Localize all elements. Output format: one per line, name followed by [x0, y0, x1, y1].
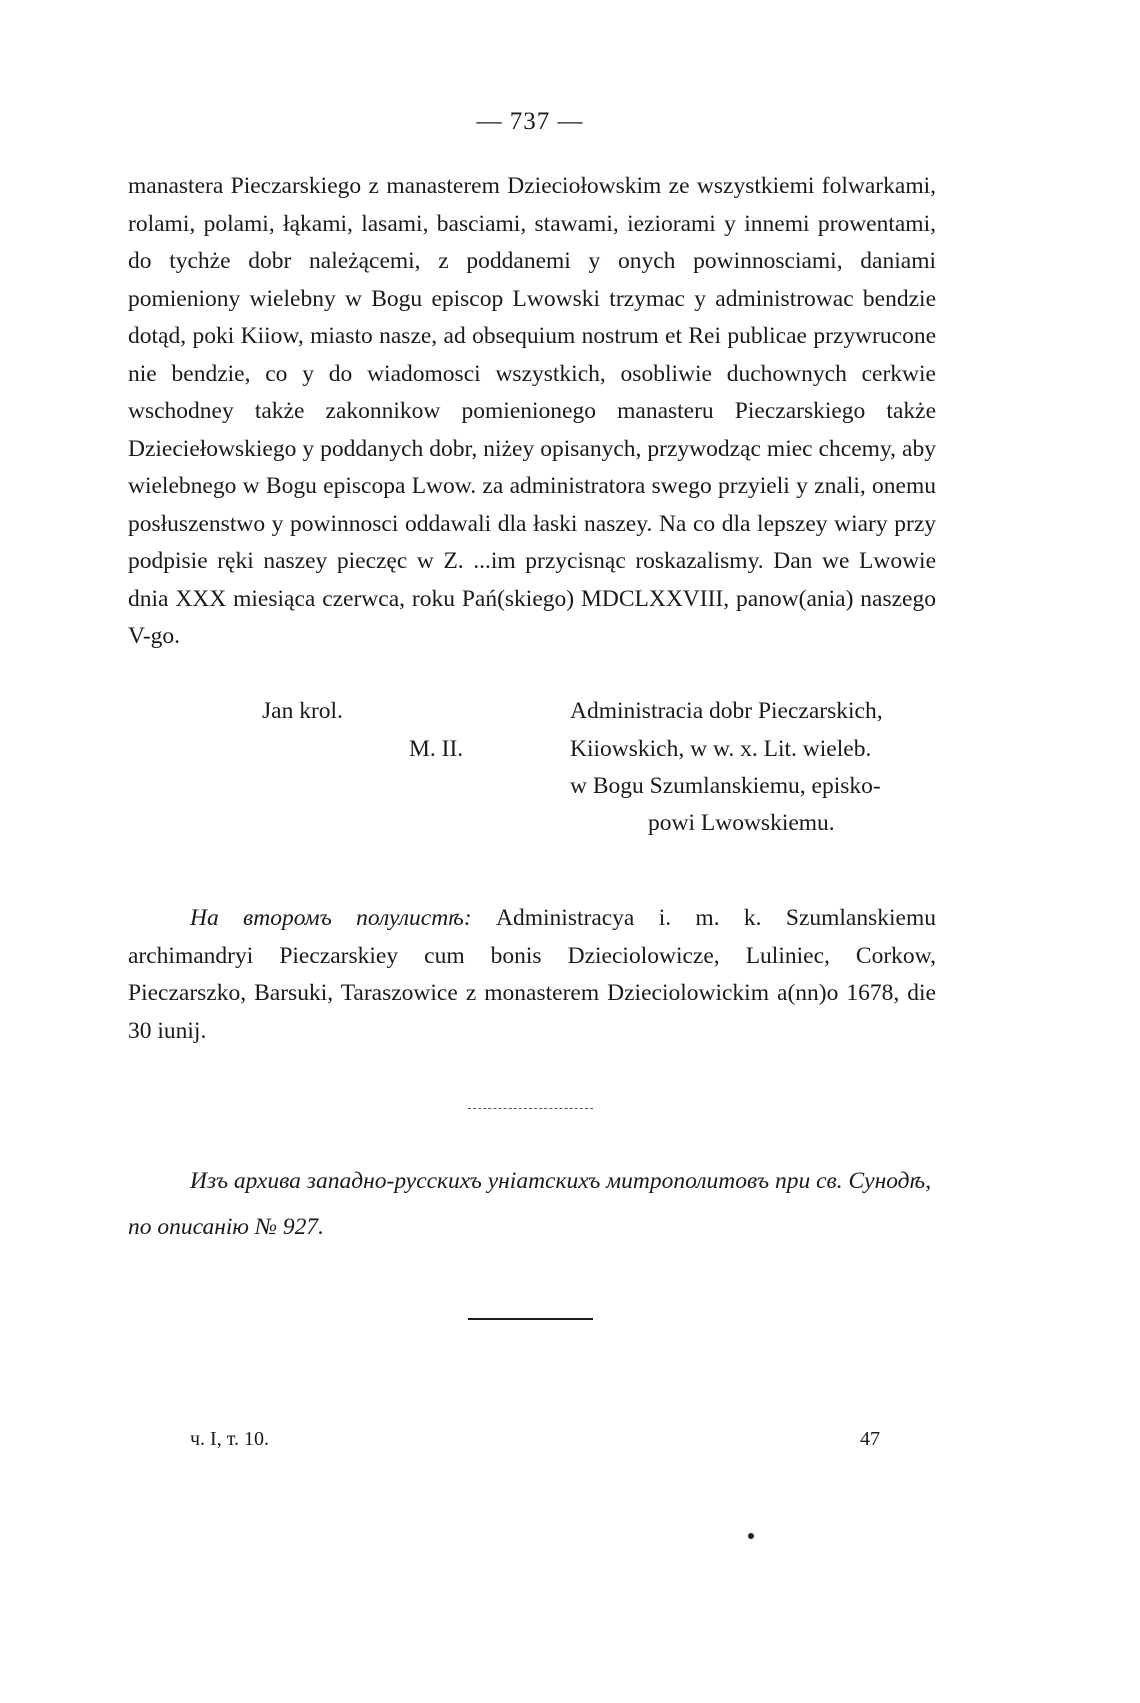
endorsement-note	[128, 900, 936, 1050]
signature-admin-line-3: w Bogu Szumlanskiemu, episko-	[570, 773, 881, 799]
page-number: — 737 —	[476, 108, 584, 135]
archive-source: Изъ архива западно-русскихъ уніатскихъ митрополитовъ при св. Сунодѣ, по описанію № 927.	[128, 1168, 932, 1240]
endorsement-label: На второмъ полулистѣ:	[190, 905, 472, 931]
signature-admin-line-1: Administracia dobr Pieczarskich,	[570, 698, 883, 724]
signature-admin-line-4: powi Lwowskiemu.	[648, 810, 835, 836]
ink-dot	[748, 1533, 754, 1539]
section-divider	[468, 1108, 593, 1109]
signature-initials: M. II.	[409, 736, 464, 762]
document-body: manastera Pieczarskiego z manasterem Dzieciołowskim ze wszystkiemi folwarkami, rolami, polami, łąkami, lasami, basciami, stawami, iezioramі y innemi prowentami, do tychże dobr należącemi, z poddanemi y onych powinnosciami, daniami pomieniony wielebny w Bogu episcop Lwowski trzymac y administrowac bendzie dotąd, poki Kiiow, miasto nasze, ad obsequium nostrum et Rei publicae przywrucone nie bendzie, co y do wiadomosci wszystkich, osobliwie duchownych cerkwie wschodney także zakonnikow pomienionego manasteru Pieczarskiego także Dzieciełowskiego y poddanych dobr, niżey opisanych, przywodząc miec chcemy, aby wielebnego w Bogu episcopa Lwow. za administratora swego przyieli y znali, onemu posłuszenstwo y powinnosci oddawali dla łaski naszey. Na co dla lepszey wiary przy podpisie ręki naszey pieczęc w Z. ...im przycisnąc roskazalismy. Dan we Lwowie dnia XXX miesiąca czerwca, roku Pań(skiego) MDCLXXVIII, panow(ania) naszego V-go.	[128, 173, 936, 649]
signature-admin-line-2: Kiiowskich, w w. x. Lit. wieleb.	[570, 736, 872, 762]
signature-king: Jan krol.	[262, 698, 343, 724]
footer-sheet-number: 47	[860, 1428, 880, 1450]
endorsement-text: Administracya i. m. k. Szumlanskiemu archimandryi Pieczarskiey cum bonis Dzieciolowicze, Luliniec, Corkow, Pieczarszko, Barsuki, Taraszowice z monasterem Dzieciolowickim a(nn)o 1678, die 30 iunij.	[128, 905, 937, 1044]
end-rule	[468, 1318, 593, 1320]
footer-signature-mark: ч. I, т. 10.	[190, 1428, 269, 1450]
